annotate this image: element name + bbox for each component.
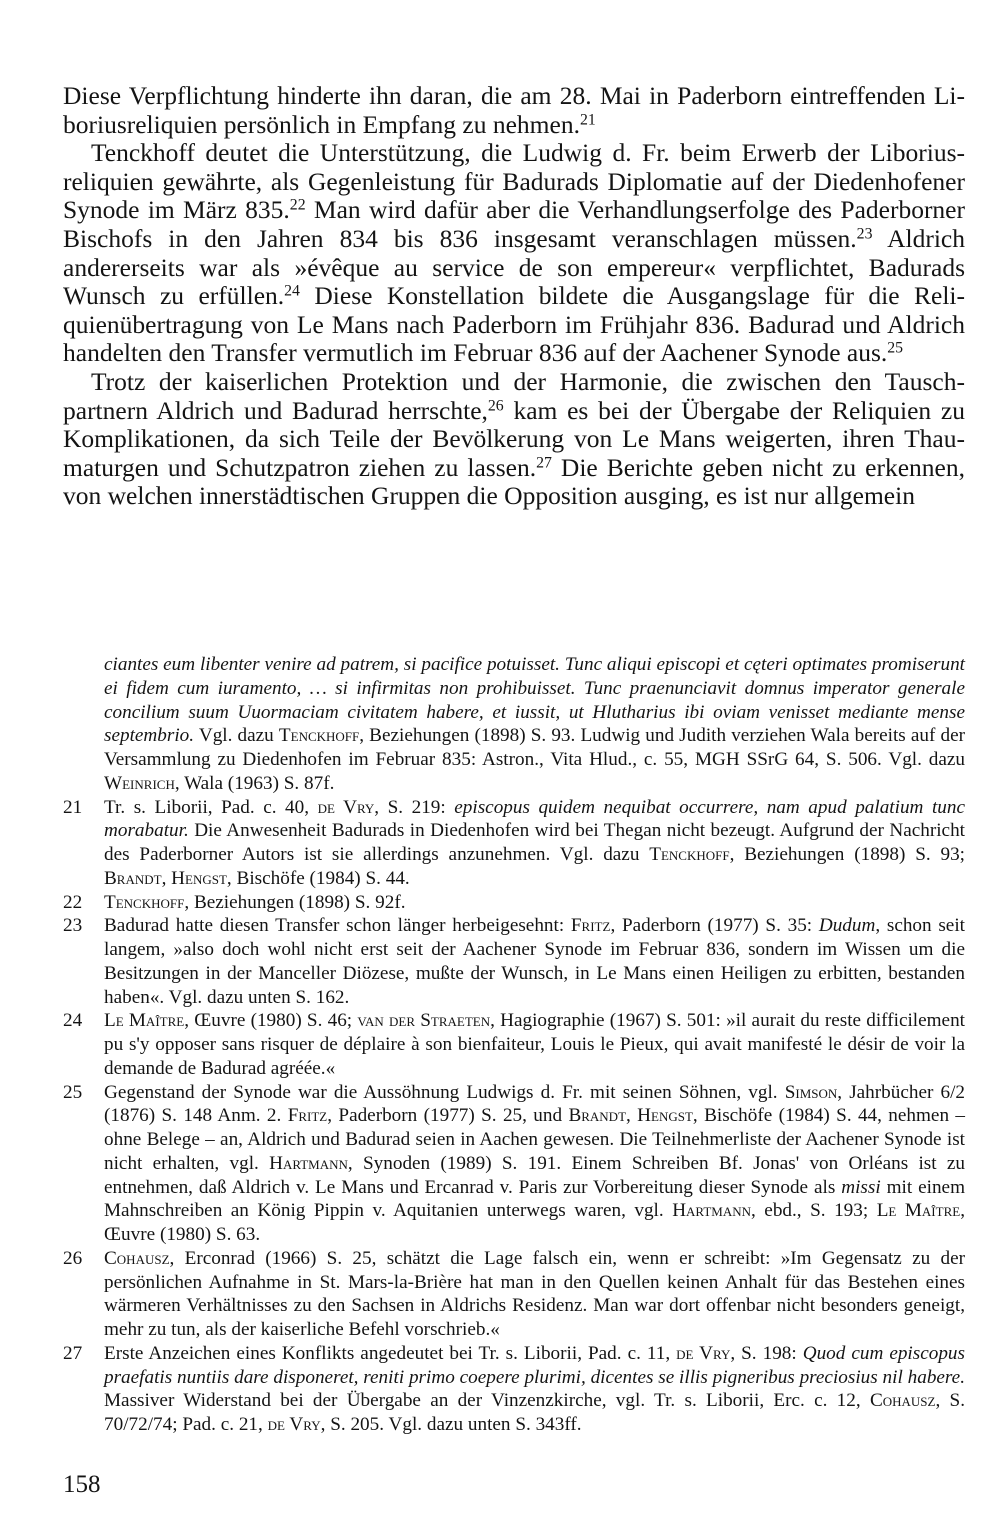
text-run: , Wala (1963) S. 87f. bbox=[174, 772, 335, 794]
author-name: Le Maître bbox=[876, 1200, 961, 1222]
text-run: Badurad hatte diesen Transfer schon länger herbeigesehnt: bbox=[104, 915, 571, 937]
text-run: Vgl. dazu bbox=[194, 725, 279, 747]
footnote-ref: 25 bbox=[887, 339, 904, 357]
text-run: , S. 70/72/74; Pad. c. 21, bbox=[104, 1390, 966, 1435]
text-run: Erste Anzeichen eines Konflikts angedeutet bei Tr. s. Liborii, Pad. c. 11, bbox=[104, 1342, 677, 1364]
footnote-continuation bbox=[63, 653, 965, 796]
text-run: Tr. s. Liborii, Pad. c. 40, bbox=[104, 796, 318, 818]
footnote-ref: 24 bbox=[284, 282, 300, 300]
author-name: Hartmann bbox=[269, 1152, 348, 1174]
text-run: , S. 198: bbox=[730, 1342, 803, 1364]
author-name: Tenckhoff bbox=[649, 844, 730, 865]
text-run: Gegenstand der Synode war die Aussöhnung Ludwigs d. Fr. mit seinen Söhnen, vgl. bbox=[104, 1081, 785, 1103]
author-name: Hartmann bbox=[672, 1200, 751, 1222]
author-name: Tenckhoff bbox=[104, 891, 185, 913]
page-number: 158 bbox=[63, 1471, 101, 1498]
footnote-21 bbox=[63, 796, 965, 891]
footnote-ref: 23 bbox=[856, 225, 873, 243]
text-run: , Œuvre (1980) S. 63. bbox=[104, 1200, 965, 1245]
text-run: , Bischöfe (1984) S. 44. bbox=[226, 867, 410, 889]
footnote-25 bbox=[63, 1081, 965, 1247]
author-name: Fritz bbox=[570, 915, 611, 937]
author-name: van der Straeten bbox=[357, 1010, 491, 1032]
text-run: , Hagiographie (1967) S. 501: »il aurait du reste difficilement pu s'y opposer sans risquer de déplaire à son bienfaiteur, Louis le Pieux, qui avait manifesté le désir de voir la demande de Badurad agréée.« bbox=[104, 1010, 965, 1079]
text-run: , bbox=[161, 867, 172, 889]
author-name: Cohausz bbox=[104, 1247, 170, 1269]
author-name: Brandt bbox=[568, 1105, 627, 1127]
text-run: , ebd., S. 193; bbox=[751, 1200, 877, 1222]
text-run: Trotz der kaiserlichen Protektion und der Harmonie, die zwischen den Tauschpartnern Aldrich und Badurad herrschte, bbox=[63, 366, 965, 425]
text-run: Die Berichte geben nicht zu erkennen, von welchen innerstädtischen Gruppen die Opposition ausging, es ist nur allgemein bbox=[63, 452, 965, 511]
author-name: Cohausz bbox=[869, 1390, 936, 1412]
footnote-ref: 26 bbox=[487, 396, 504, 414]
footnote-number: 25 bbox=[63, 1081, 83, 1103]
italic-run: episcopus quidem nequibat occurrere, nam apud palatium tunc morabatur. bbox=[104, 796, 965, 842]
text-run: , Paderborn (1977) S. 25, und bbox=[327, 1105, 569, 1127]
text-run: , Beziehungen (1898) S. 92f. bbox=[184, 891, 406, 913]
author-name: Brandt bbox=[104, 867, 162, 889]
footnote-number: 21 bbox=[63, 796, 83, 818]
text-run: Die Anwesenheit Badurads in Diedenhofen wird bei Thegan nicht bezeugt. Aufgrund der Nachricht des Paderborner Autors ist sie allerdings anzunehmen. Vgl. dazu bbox=[104, 820, 965, 865]
text-run: , Paderborn (1977) S. 35: bbox=[610, 915, 819, 937]
footnote-24 bbox=[63, 1009, 965, 1080]
paragraph-3 bbox=[63, 368, 965, 511]
paragraph-1 bbox=[63, 82, 965, 139]
text-run: , Erconrad (1966) S. 25, schätzt die Lage falsch ein, wenn er schreibt: »Im Gegensatz zu der persönlichen Aufnahme in St. Mars-la-Brière hat man in den Quellen keinen Anhalt für das Bestehen eines wärmeren Verhältnisses zu den Sachsen in Aldrichs Residenz. Man war dort offenbar nicht besonders geneigt, mehr zu tun, als der kaiserliche Befehl vorschrieb.« bbox=[104, 1247, 965, 1340]
text-run: Massiver Widerstand bei der Übergabe an der Vinzenzkirche, vgl. Tr. s. Liborii, Erc. c. 12, bbox=[104, 1390, 870, 1412]
author-name: Tenckhoff bbox=[278, 725, 360, 747]
text-run: , S. 219: bbox=[374, 796, 455, 818]
text-run: , bbox=[626, 1105, 638, 1127]
author-name: Weinrich bbox=[104, 772, 175, 794]
footnote-number: 23 bbox=[63, 915, 83, 937]
text-run: Aldrich andererseits war als »évêque au service de son empereur« verpflichtet, Badurads Wunsch zu erfüllen. bbox=[63, 223, 965, 311]
footnote-ref: 21 bbox=[579, 110, 596, 128]
footnote-ref: 22 bbox=[289, 196, 306, 214]
footnote-number: 22 bbox=[63, 891, 83, 913]
footnote-23 bbox=[63, 914, 965, 1009]
author-name: de Vry bbox=[267, 1414, 321, 1435]
footnote-22 bbox=[63, 891, 965, 915]
text-run: Diese Verpflichtung hinderte ihn daran, die am 28. Mai in Paderborn eintreffenden Liboriusreliquien persönlich in Empfang zu nehmen. bbox=[63, 81, 965, 139]
text-run: , Beziehungen (1898) S. 93. Ludwig und Judith verziehen Wala bereits auf der Versammlung zu Diedenhofen im Februar 835: Astron., Vita Hlud., c. 55, MGH SSrG 64, S. 506. Vgl. dazu bbox=[104, 725, 966, 770]
author-name: Hengst bbox=[637, 1105, 693, 1127]
footnote-27 bbox=[63, 1342, 965, 1437]
footnote-number: 26 bbox=[63, 1247, 83, 1269]
text-run: , S. 205. Vgl. dazu unten S. 343ff. bbox=[320, 1414, 582, 1435]
text-run: Tenckhoff deutet die Unterstützung, die Ludwig d. Fr. beim Erwerb der Liboriusreliquien gewährte, als Gegenleistung für Badurads Diplomatie auf der Diedenhofener Synode im März 835. bbox=[63, 138, 965, 225]
author-name: de Vry bbox=[317, 796, 375, 818]
author-name: de Vry bbox=[676, 1342, 731, 1364]
footnote-ref: 27 bbox=[536, 454, 552, 472]
main-text bbox=[63, 82, 965, 511]
paragraph-2 bbox=[63, 139, 965, 368]
italic-run: Quod cum episcopus praefatis nuntiis dare disponeret, reniti primo coepere plurimi, dicentes se illis pigneribus preciosius nil habere. bbox=[104, 1342, 965, 1388]
text-run: , schon seit langem, »also doch wohl nicht erst seit der Aachener Synode im Februar 836, sondern im Wissen um die Besitzungen in der Manceller Diözese, mußte der Wunsch, in Le Mans einen Heiligen zu erbitten, bestanden haben«. Vgl. dazu unten S. 162. bbox=[104, 915, 965, 1008]
author-name: Simson bbox=[784, 1081, 838, 1103]
footnotes bbox=[63, 653, 965, 1437]
italic-run: Dudum bbox=[818, 915, 876, 937]
author-name: Fritz bbox=[287, 1105, 328, 1127]
text-run: Diese Konstellation bildete die Ausgangslage für die Reliquienübertragung von Le Mans nach Paderborn im Frühjahr 836. Badurad und Aldrich handelten den Transfer vermutlich im Februar 836 auf der Aachener Synode aus. bbox=[63, 281, 965, 368]
italic-run: missi bbox=[841, 1176, 881, 1198]
text-run: , Beziehungen (1898) S. 93; bbox=[729, 844, 966, 865]
text-run: Man wird dafür aber die Verhandlungserfolge des Paderborner Bischofs in den Jahren 834 bis 836 insgesamt veranschlagen müssen. bbox=[63, 195, 965, 253]
footnote-number: 24 bbox=[63, 1010, 83, 1032]
footnote-number: 27 bbox=[63, 1342, 83, 1364]
text-run: mit einem Mahnschreiben an König Pippin v. Aquitanien unterwegs waren, vgl. bbox=[104, 1176, 965, 1222]
text-run: , Jahrbücher 6/2 (1876) S. 148 Anm. 2. bbox=[104, 1081, 965, 1127]
text-run: , Synoden (1989) S. 191. Einem Schreiben Bf. Jonas' von Orléans ist zu entnehmen, daß Aldrich v. Le Mans und Ercanrad v. Paris zur Vorbereitung dieser Synode als bbox=[104, 1152, 965, 1198]
text-run: kam es bei der Übergabe der Reliquien zu Komplikationen, da sich Teile der Bevölkerung von Le Mans weigerten, ihren Thaumaturgen und Schutzpatron ziehen zu lassen. bbox=[63, 395, 965, 482]
text-run: , Bischöfe (1984) S. 44, nehmen – ohne Belege – an, Aldrich und Badurad seien in Aachen gewesen. Die Teilnehmerliste der Aachener Synode ist nicht erhalten, vgl. bbox=[104, 1105, 965, 1174]
author-name: Le Maître bbox=[104, 1010, 185, 1032]
italic-run: ciantes eum libenter venire ad patrem, si pacifice potuisset. Tunc aliqui episcopi et cęteri optimates promiserunt ei fidem cum iuramento, … si infirmitas non prohibuisset. Tunc praenunciavit domnus imperator generale concilium suum Uuormaciam civitatem habere, et iussit, ut Hlutharius ibi oviam venisset mediante mense septembrio. bbox=[104, 654, 965, 747]
text-run: , Œuvre (1980) S. 46; bbox=[184, 1010, 358, 1032]
author-name: Hengst bbox=[171, 867, 227, 889]
footnote-26 bbox=[63, 1247, 965, 1342]
